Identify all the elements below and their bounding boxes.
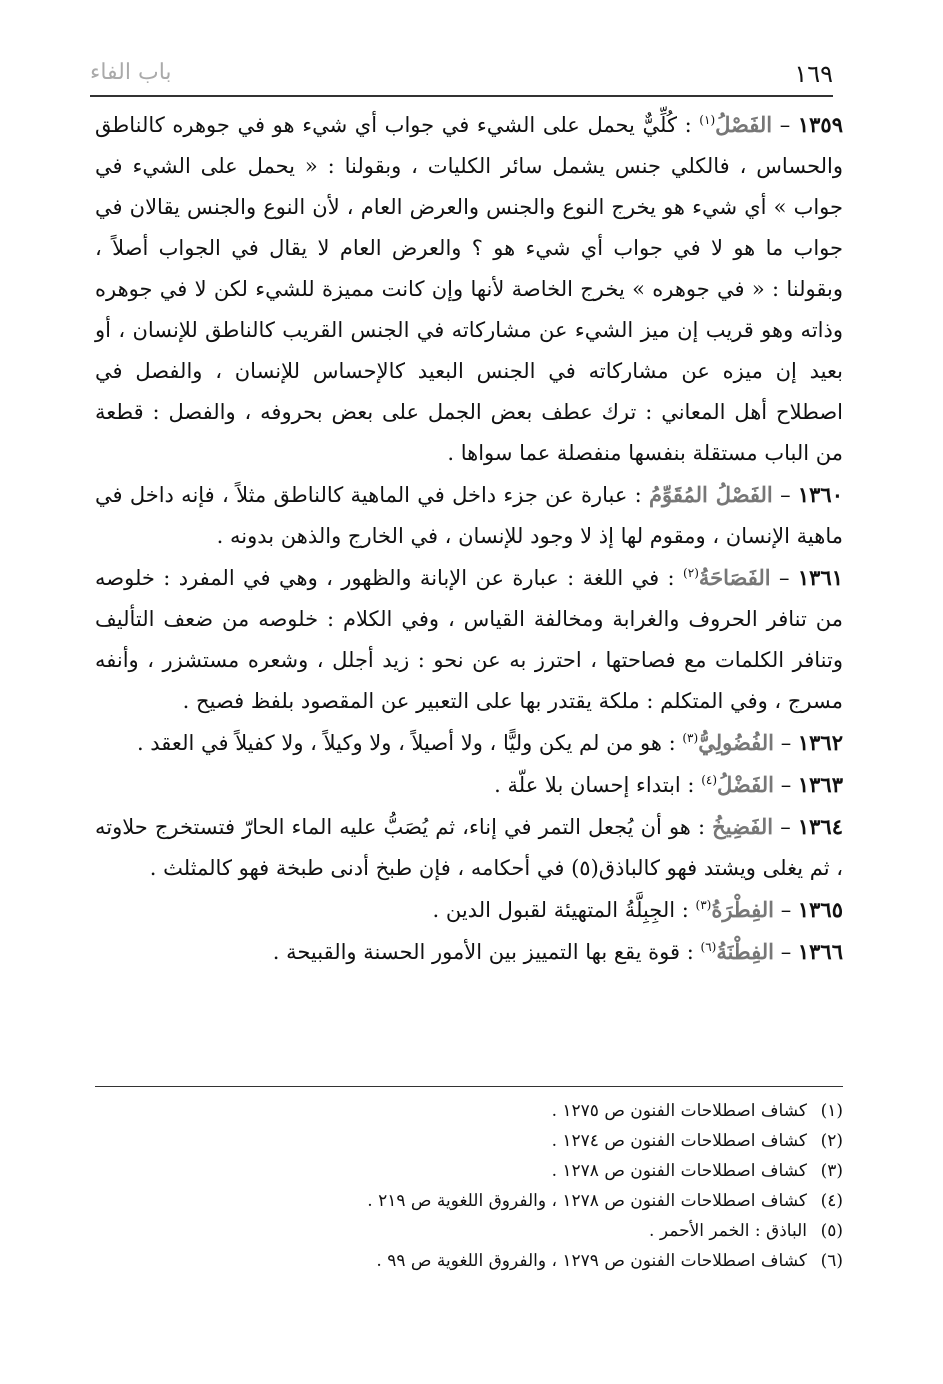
entry-term: الفَصْلُ xyxy=(715,112,773,137)
entry-1359: ١٣٥٩ – الفَصْلُ$^{(١)}$ : كُلِّيٌّ يحمل على الشيء في جواب أي شيء هو في جوهره كالناطق والحساس ، فالكلي جنس يشمل سائر الكليات ، وبقولنا : « يحمل على الشيء في جواب » أي شيء هو يخرج النوع والجنس والعرض العام ، لأن النوع والجنس يقالان في جواب ما هو لا في جواب أي شيء هو ؟ والعرض العام لا يقال في الجواب أصلاً ، وبقولنا : « في جوهره » يخرج الخاصة لأنها وإن كانت مميزة للشيء لكن لا في جوهره وذاته وهو قريب إن ميز الشيء عن مشاركاته في الجنس القريب كالناطق للإنسان ، أو بعيد إن ميزه عن مشاركاته في الجنس البعيد كالإحساس للإنسان ، والفصل في اصطلاح أهل المعاني : ترك عطف بعض الجمل على بعض بحروفه ، والفصل : قطعة من الباب مستقلة بنفسها منفصلة عما سواها . xyxy=(95,112,843,465)
footnote-rule xyxy=(95,1086,843,1087)
entry-1361: ١٣٦١ – الفَصَاحَةُ$^{(٢)}$ : في اللغة : عبارة عن الإبانة والظهور ، وهي في المفرد : خلوصه من تنافر الحروف والغرابة ومخالفة القياس ، وفي الكلام : خلوصه من ضعف التأليف وتنافر الكلمات مع فصاحتها ، احترز به عن نحو : زيد أجلل ، وشعره مستشزر ، وأنفه مسرج ، وفي المتكلم : ملكة يقتدر بها على التعبير عن المقصود بلفظ فصيح . xyxy=(95,565,844,713)
entry-number: ١٣٦٣ xyxy=(797,772,843,797)
footnote-text: كشاف اصطلاحات الفنون ص ١٢٧٥ . xyxy=(551,1101,807,1121)
chapter-title: باب الفاء xyxy=(90,60,172,85)
entry-number: ١٣٦٤ xyxy=(797,814,843,839)
footnote-5 xyxy=(95,1216,843,1246)
footnote-ref: (١) xyxy=(699,113,716,127)
footnote-ref: (٣) xyxy=(682,731,699,745)
footnote-1 xyxy=(95,1096,843,1126)
footnote-text: كشاف اصطلاحات الفنون ص ١٢٧٤ . xyxy=(551,1131,807,1151)
entry-1360: ١٣٦٠ – الفَصْلُ المُقَوِّمُ : عبارة عن جزء داخل في الماهية كالناطق مثلاً ، فإنه داخل في ماهية الإنسان ، ومقوم لها إذ لا وجود للإنسان ، في الخارج والذهن بدونه . xyxy=(95,482,843,548)
entry-text: : ابتداء إحسان بلا علّة . xyxy=(494,773,695,797)
entry-term: الفِطْنَةُ xyxy=(716,939,775,964)
entry-text: : في اللغة : عبارة عن الإبانة والظهور ، وهي في المفرد : خلوصه من تنافر الحروف والغرابة ومخالفة القياس ، وفي الكلام : خلوصه من ضعف التأليف وتنافر الكلمات مع فصاحتها ، احترز به عن نحو : زيد أجلل ، وشعره مستشزر ، وأنفه مسرج ، وفي المتكلم : ملكة يقتدر بها على التعبير عن المقصود بلفظ فصيح . xyxy=(95,566,843,713)
entry-text: : هو أن يُجعل التمر في إناء، ثم يُصَبُّ عليه الماء الحارّ فتستخرج حلاوته ، ثم يغلى ويشتد فهو كالباذق(٥) في أحكامه ، فإن طبخ أدنى طبخة فهو كالمثلث . xyxy=(95,815,843,880)
running-header xyxy=(90,60,833,92)
entry-term: الفَضْلُ xyxy=(717,772,775,797)
footnote-number: (٥) xyxy=(820,1221,843,1241)
entry-number: ١٣٦٠ xyxy=(797,482,843,507)
entry-1366: ١٣٦٦ – الفِطْنَةُ$^{(٦)}$ : قوة يقع بها التمييز بين الأمور الحسنة والقبيحة . xyxy=(272,939,843,964)
footnote-text: الباذق : الخمر الأحمر . xyxy=(649,1221,807,1241)
entry-term: الفُضُولِيُّ xyxy=(698,730,775,755)
entry-text: : قوة يقع بها التمييز بين الأمور الحسنة والقبيحة . xyxy=(272,940,694,964)
footnote-text: كشاف اصطلاحات الفنون ص ١٢٧٩ ، والفروق اللغوية ص ٩٩ . xyxy=(376,1251,807,1271)
entry-text: : هو من لم يكن وليًّا ، ولا أصيلاً ، ولا وكيلاً ، ولا كفيلاً في العقد . xyxy=(136,731,676,755)
footnote-text: كشاف اصطلاحات الفنون ص ١٢٧٨ ، والفروق اللغوية ص ٢١٩ . xyxy=(367,1191,807,1211)
entry-1362: ١٣٦٢ – الفُضُولِيُّ$^{(٣)}$ : هو من لم يكن وليًّا ، ولا أصيلاً ، ولا وكيلاً ، ولا كفيلاً في العقد . xyxy=(136,730,843,755)
footnote-number: (٢) xyxy=(820,1131,843,1151)
entry-text: : عبارة عن جزء داخل في الماهية كالناطق مثلاً ، فإنه داخل في ماهية الإنسان ، ومقوم لها إذ لا وجود للإنسان ، في الخارج والذهن بدونه . xyxy=(95,483,843,548)
entry-term: الفَضِيخُ xyxy=(712,814,774,839)
entry-number: ١٣٦٥ xyxy=(797,897,843,922)
footnote-text: كشاف اصطلاحات الفنون ص ١٢٧٨ . xyxy=(551,1161,807,1181)
footnote-4 xyxy=(95,1186,843,1216)
header-rule xyxy=(90,95,833,97)
footnotes xyxy=(95,1096,843,1276)
page-number: ١٦٩ xyxy=(794,60,833,88)
entry-term: الفَصْلُ المُقَوِّمُ xyxy=(649,482,773,507)
footnote-number: (٣) xyxy=(820,1161,843,1181)
entry-1365: ١٣٦٥ – الفِطْرَةُ$^{(٣)}$ : الجِبِلَّةُ المتهيئة لقبول الدين . xyxy=(432,897,843,922)
entry-number: ١٣٦٦ xyxy=(797,939,843,964)
entry-text: : كُلِّيٌّ يحمل على الشيء في جواب أي شيء هو في جوهره كالناطق والحساس ، فالكلي جنس يشمل سائر الكليات ، وبقولنا : « يحمل على الشيء في جواب » أي شيء هو يخرج النوع والجنس والعرض العام ، لأن النوع والجنس يقالان في جواب ما هو لا في جواب أي شيء هو ؟ والعرض العام لا يقال في الجواب أصلاً ، وبقولنا : « في جوهره » يخرج الخاصة لأنها وإن كانت مميزة للشيء لكن لا في جوهره وذاته وهو قريب إن ميز الشيء عن مشاركاته في الجنس القريب كالناطق للإنسان ، أو بعيد إن ميزه عن مشاركاته في الجنس البعيد كالإحساس للإنسان ، والفصل في اصطلاح أهل المعاني : ترك عطف بعض الجمل على بعض بحروفه ، والفصل : قطعة من الباب مستقلة بنفسها منفصلة عما سواها . xyxy=(95,113,843,465)
entry-number: ١٣٦١ xyxy=(797,565,844,590)
footnote-ref: (٦) xyxy=(700,940,717,954)
footnote-2 xyxy=(95,1126,843,1156)
footnote-ref: (٣) xyxy=(695,898,712,912)
entry-1363: ١٣٦٣ – الفَضْلُ$^{(٤)}$ : ابتداء إحسان بلا علّة . xyxy=(494,772,843,797)
footnote-number: (٦) xyxy=(820,1251,843,1271)
main-text xyxy=(95,104,843,973)
entry-number: ١٣٦٢ xyxy=(797,730,843,755)
entry-text: : الجِبِلَّةُ المتهيئة لقبول الدين . xyxy=(432,898,689,922)
footnote-number: (٤) xyxy=(820,1191,843,1211)
entry-number: ١٣٥٩ xyxy=(797,112,843,137)
footnote-6 xyxy=(95,1246,843,1276)
footnote-ref: (٢) xyxy=(683,566,699,580)
footnote-number: (١) xyxy=(820,1101,843,1121)
entry-term: الفَصَاحَةُ xyxy=(698,565,771,590)
entry-term: الفِطْرَةُ xyxy=(711,897,775,922)
footnote-ref: (٤) xyxy=(701,773,718,787)
footnote-3 xyxy=(95,1156,843,1186)
entry-1364: ١٣٦٤ – الفَضِيخُ : هو أن يُجعل التمر في إناء، ثم يُصَبُّ عليه الماء الحارّ فتستخرج حلاوته ، ثم يغلى ويشتد فهو كالباذق(٥) في أحكامه ، فإن طبخ أدنى طبخة فهو كالمثلث . xyxy=(95,814,843,880)
